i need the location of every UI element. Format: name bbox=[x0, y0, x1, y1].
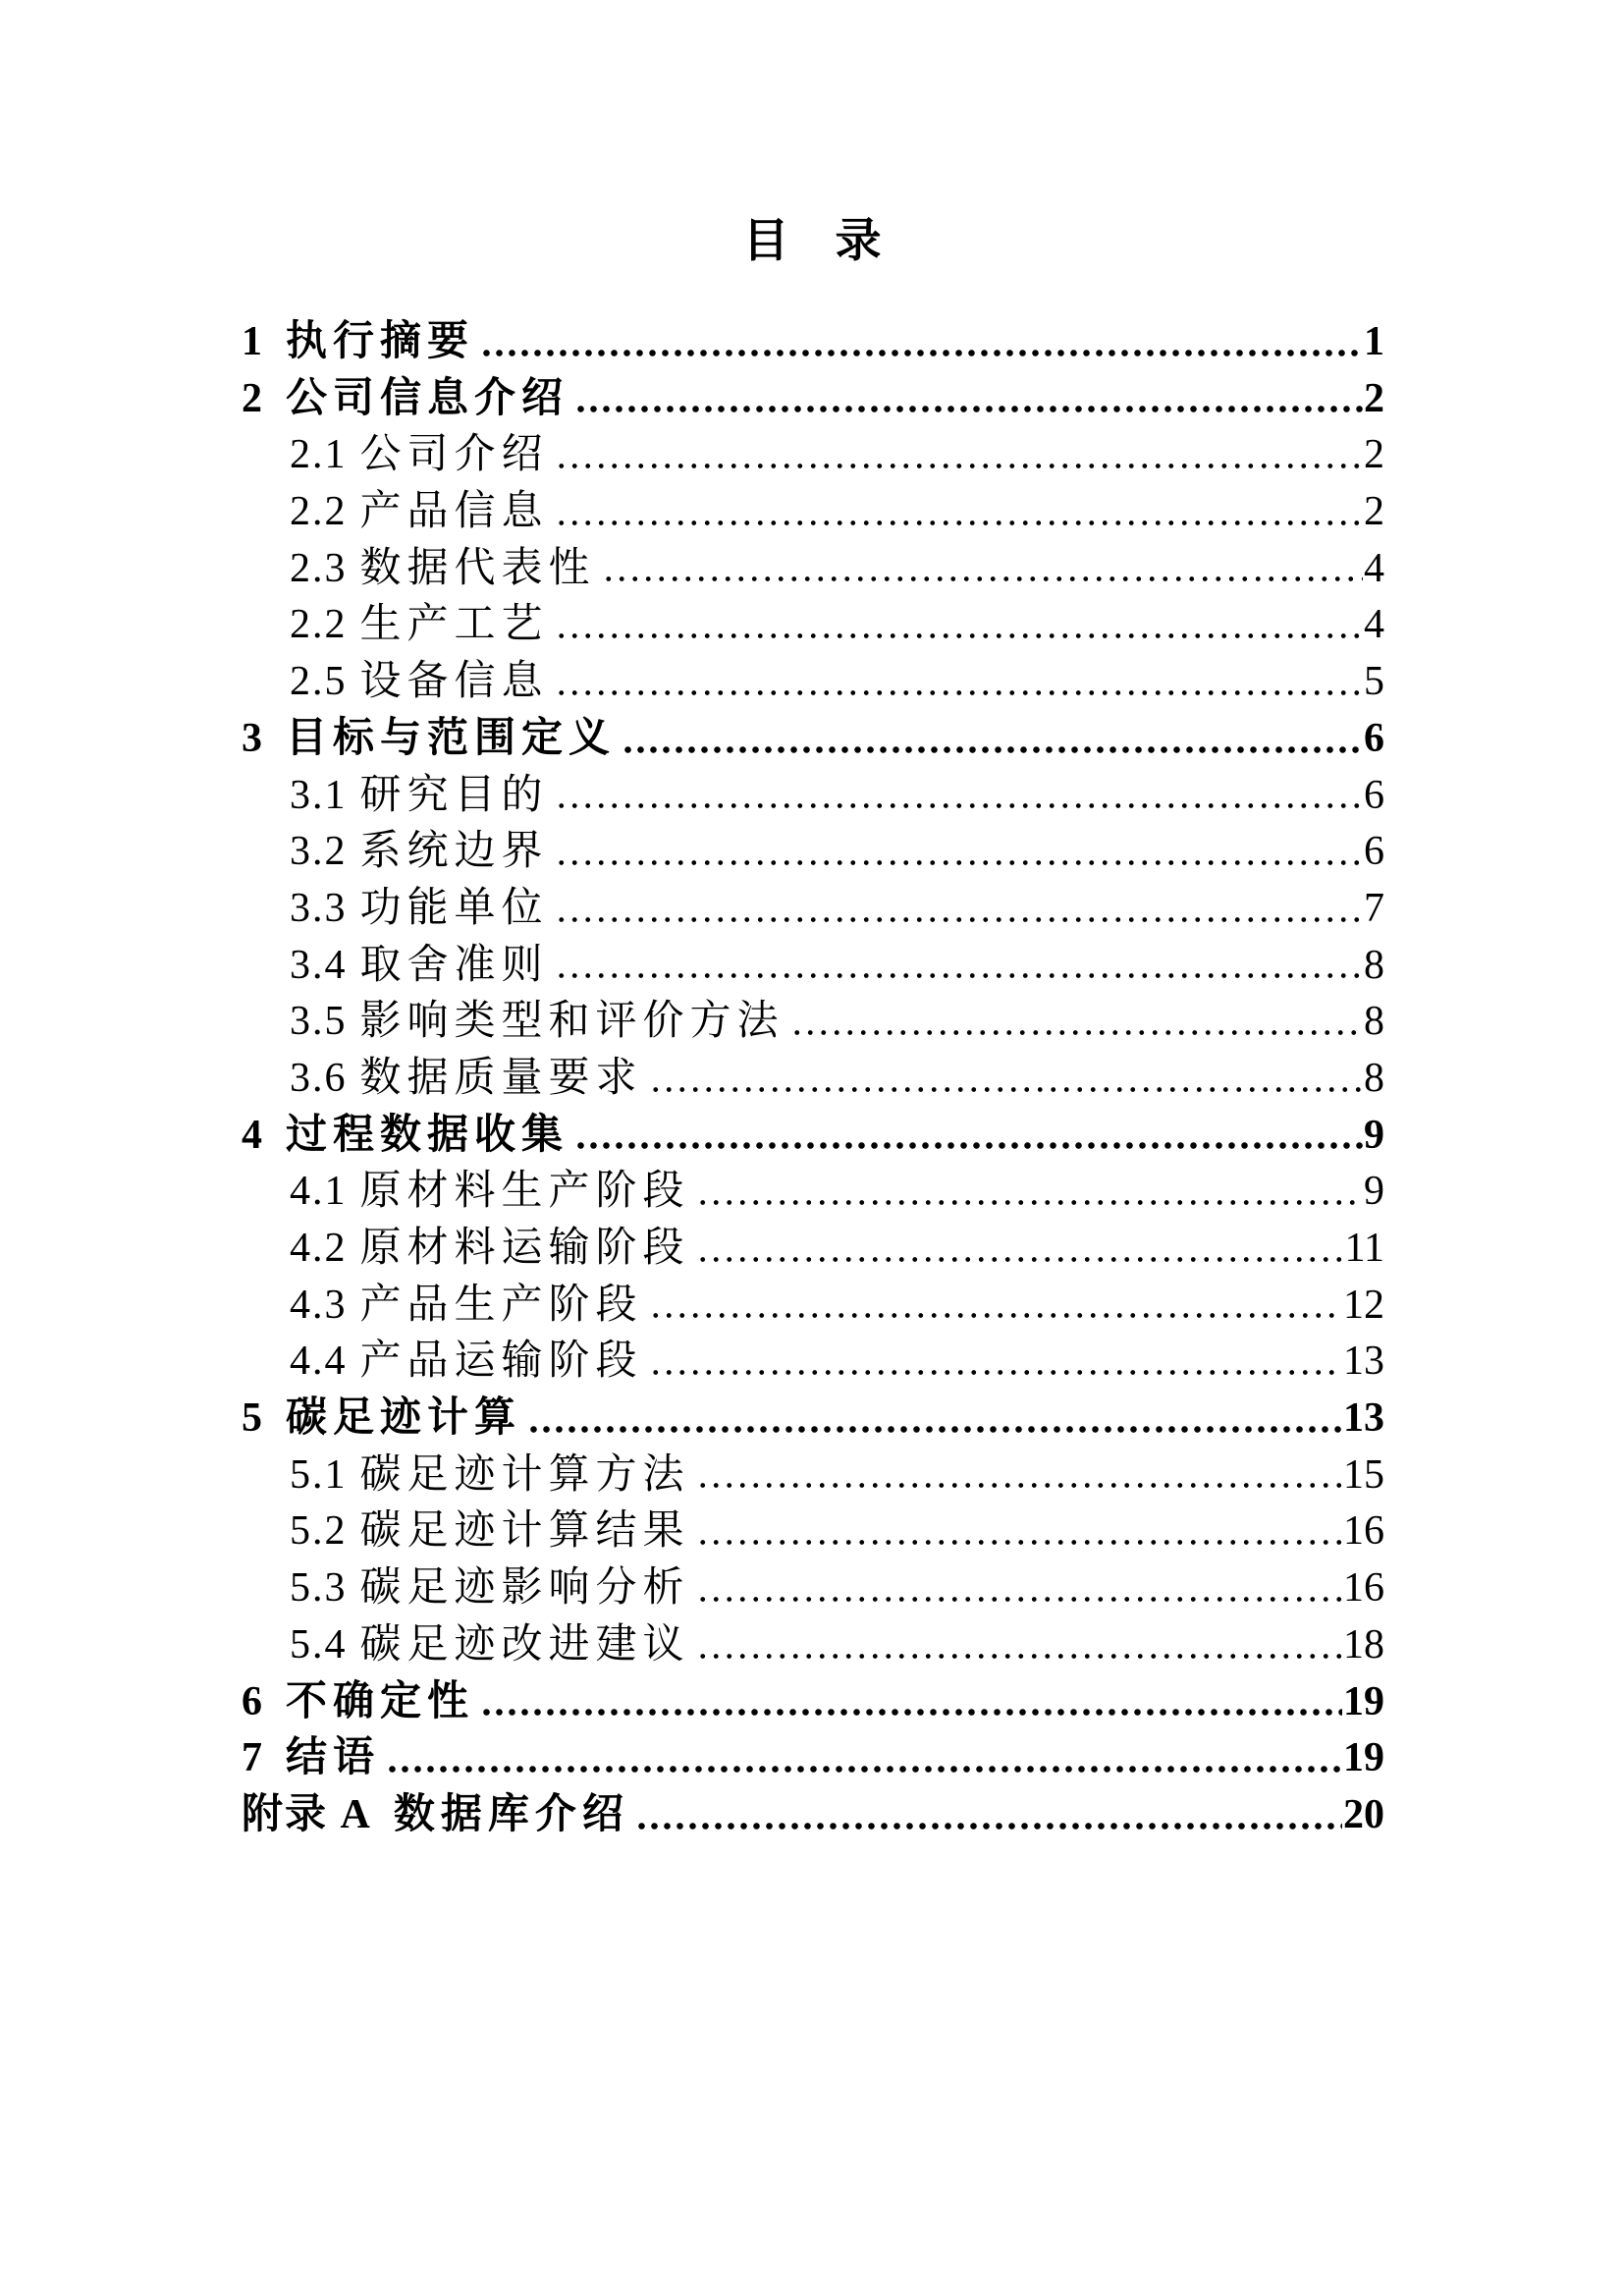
toc-leader-dots bbox=[696, 1560, 1342, 1617]
toc-entry-number: 2.2 bbox=[290, 602, 348, 648]
toc-entry[interactable] bbox=[242, 824, 1384, 881]
toc-leader-dots bbox=[480, 314, 1363, 371]
toc-entry[interactable] bbox=[242, 484, 1384, 541]
toc-entry-page: 12 bbox=[1343, 1282, 1384, 1328]
toc-title: 目 录 bbox=[742, 216, 882, 267]
toc-entry-page: 4 bbox=[1364, 602, 1384, 648]
toc-entry-label: 数据质量要求 bbox=[359, 1055, 643, 1101]
toc-entry-number: 4 bbox=[242, 1112, 264, 1158]
toc-entry-number: 3 bbox=[242, 715, 264, 761]
toc-entry[interactable] bbox=[242, 768, 1384, 825]
toc-leader-dots bbox=[696, 1164, 1363, 1221]
toc-entry-label: 数据库介绍 bbox=[393, 1791, 629, 1837]
toc-entry-page: 7 bbox=[1364, 885, 1384, 931]
toc-entry[interactable] bbox=[242, 427, 1384, 484]
toc-entry[interactable] bbox=[242, 1503, 1384, 1560]
toc-entry-label: 设备信息 bbox=[359, 659, 549, 705]
toc-entry[interactable] bbox=[242, 1674, 1384, 1731]
toc-leader-dots bbox=[696, 1221, 1344, 1278]
toc-leader-dots bbox=[574, 1108, 1363, 1165]
toc-entry-number: 2 bbox=[242, 375, 264, 421]
toc-entry-page: 18 bbox=[1343, 1621, 1384, 1667]
toc-entry-label: 取舍准则 bbox=[359, 942, 549, 988]
toc-entry-label: 目标与范围定义 bbox=[286, 715, 617, 761]
toc-entry[interactable] bbox=[242, 1108, 1384, 1165]
toc-entry-label: 原材料运输阶段 bbox=[359, 1226, 690, 1271]
toc-entry-page: 16 bbox=[1343, 1565, 1384, 1612]
toc-leader-dots bbox=[527, 1391, 1342, 1448]
toc-leader-dots bbox=[555, 654, 1363, 711]
toc-entry[interactable] bbox=[242, 654, 1384, 711]
toc-entry-page: 16 bbox=[1343, 1508, 1384, 1555]
toc-entry-number: 1 bbox=[242, 319, 264, 364]
toc-entry-page: 19 bbox=[1343, 1735, 1384, 1781]
toc-entry-number: 4.4 bbox=[290, 1339, 348, 1385]
toc-entry-page: 1 bbox=[1364, 319, 1384, 364]
toc-entry[interactable] bbox=[242, 541, 1384, 598]
toc-entry[interactable] bbox=[242, 1221, 1384, 1278]
toc-entry-label: 产品信息 bbox=[359, 489, 549, 535]
toc-entry[interactable] bbox=[242, 994, 1384, 1051]
toc-entry[interactable] bbox=[242, 1617, 1384, 1674]
toc-leader-dots bbox=[696, 1503, 1342, 1560]
toc-entry-label: 过程数据收集 bbox=[286, 1112, 569, 1158]
toc-entry-label: 原材料生产阶段 bbox=[359, 1169, 690, 1215]
toc-entry-number: 3.3 bbox=[290, 885, 348, 931]
toc-entry-number: 2.1 bbox=[290, 432, 348, 478]
toc-entry-page: 5 bbox=[1364, 659, 1384, 705]
toc-entry-number: 5.4 bbox=[290, 1621, 348, 1667]
toc-entry-number: 5.1 bbox=[290, 1451, 348, 1498]
toc-entry[interactable] bbox=[242, 1278, 1384, 1335]
toc-entry-label: 碳足迹计算方法 bbox=[359, 1451, 690, 1498]
toc-entry-page: 11 bbox=[1344, 1226, 1384, 1271]
toc-entry-number: 3.1 bbox=[290, 772, 348, 818]
toc-entry-number: 4.1 bbox=[290, 1169, 348, 1215]
toc-entry[interactable] bbox=[242, 1334, 1384, 1391]
toc-leader-dots bbox=[555, 427, 1363, 484]
toc-entry-page: 9 bbox=[1364, 1169, 1384, 1215]
toc-entry[interactable] bbox=[242, 1560, 1384, 1617]
toc-entry-number: 3.4 bbox=[290, 942, 348, 988]
toc-entry[interactable] bbox=[242, 1164, 1384, 1221]
toc-entry-number: 附录 A bbox=[242, 1791, 372, 1837]
toc-leader-dots bbox=[649, 1278, 1342, 1335]
toc-entry[interactable] bbox=[242, 597, 1384, 654]
toc-leader-dots bbox=[622, 711, 1363, 768]
toc-entry-label: 功能单位 bbox=[359, 885, 549, 931]
toc-leader-dots bbox=[649, 1051, 1363, 1108]
toc-entry-number: 2.3 bbox=[290, 545, 348, 591]
toc-leader-dots bbox=[635, 1787, 1342, 1844]
toc-entry-number: 3.2 bbox=[290, 829, 348, 875]
toc-entry-page: 13 bbox=[1343, 1339, 1384, 1385]
toc-entry-number: 5.3 bbox=[290, 1565, 348, 1612]
toc-entry-page: 6 bbox=[1364, 715, 1384, 761]
toc-entry-label: 碳足迹计算结果 bbox=[359, 1508, 690, 1555]
toc-entry-number: 2.2 bbox=[290, 489, 348, 535]
toc-leader-dots bbox=[790, 994, 1363, 1051]
toc-entry-number: 6 bbox=[242, 1678, 264, 1724]
toc-leader-dots bbox=[480, 1674, 1342, 1731]
toc-entry-page: 4 bbox=[1364, 545, 1384, 591]
toc-leader-dots bbox=[696, 1448, 1342, 1504]
toc-entry-number: 7 bbox=[242, 1735, 264, 1781]
toc-entry[interactable] bbox=[242, 1051, 1384, 1108]
toc-entry-page: 2 bbox=[1364, 489, 1384, 535]
toc-entry-label: 生产工艺 bbox=[359, 602, 549, 648]
toc-entry-label: 执行摘要 bbox=[286, 319, 475, 364]
toc-entry[interactable] bbox=[242, 1391, 1384, 1448]
toc-entry[interactable] bbox=[242, 1448, 1384, 1504]
toc-entry-label: 产品运输阶段 bbox=[359, 1339, 643, 1385]
toc-entry-label: 碳足迹影响分析 bbox=[359, 1565, 690, 1612]
toc-entry-page: 20 bbox=[1343, 1791, 1384, 1837]
toc-leader-dots bbox=[386, 1730, 1342, 1787]
toc-entry-label: 影响类型和评价方法 bbox=[359, 999, 785, 1045]
toc-leader-dots bbox=[555, 881, 1363, 938]
toc-entry-number: 4.2 bbox=[290, 1226, 348, 1271]
toc-entry[interactable] bbox=[242, 881, 1384, 938]
toc-entry-page: 6 bbox=[1364, 772, 1384, 818]
toc-leader-dots bbox=[555, 768, 1363, 825]
toc-entry-page: 8 bbox=[1364, 999, 1384, 1045]
toc-entry-number: 5.2 bbox=[290, 1508, 348, 1555]
toc-list bbox=[242, 314, 1384, 1844]
toc-leader-dots bbox=[574, 371, 1363, 428]
toc-entry[interactable] bbox=[242, 711, 1384, 768]
toc-entry-label: 碳足迹改进建议 bbox=[359, 1621, 690, 1667]
toc-entry-page: 19 bbox=[1343, 1678, 1384, 1724]
toc-entry-page: 2 bbox=[1364, 375, 1384, 421]
toc-entry-label: 碳足迹计算 bbox=[286, 1395, 522, 1442]
toc-leader-dots bbox=[555, 824, 1363, 881]
toc-entry-number: 3.5 bbox=[290, 999, 348, 1045]
toc-entry-page: 6 bbox=[1364, 829, 1384, 875]
toc-entry-label: 研究目的 bbox=[359, 772, 549, 818]
toc-entry-label: 产品生产阶段 bbox=[359, 1282, 643, 1328]
toc-entry-number: 3.6 bbox=[290, 1055, 348, 1101]
toc-entry-label: 结语 bbox=[286, 1735, 381, 1781]
toc-entry-page: 13 bbox=[1343, 1395, 1384, 1442]
toc-leader-dots bbox=[649, 1334, 1342, 1391]
toc-leader-dots bbox=[555, 938, 1363, 995]
toc-entry-number: 2.5 bbox=[290, 659, 348, 705]
toc-leader-dots bbox=[555, 484, 1363, 541]
toc-entry-label: 公司介绍 bbox=[359, 432, 549, 478]
toc-entry-label: 系统边界 bbox=[359, 829, 549, 875]
toc-entry-page: 9 bbox=[1364, 1112, 1384, 1158]
toc-entry[interactable] bbox=[242, 938, 1384, 995]
toc-leader-dots bbox=[555, 597, 1363, 654]
toc-entry[interactable] bbox=[242, 1730, 1384, 1787]
toc-leader-dots bbox=[696, 1617, 1342, 1674]
toc-entry-page: 2 bbox=[1364, 432, 1384, 478]
toc-entry-page: 15 bbox=[1343, 1451, 1384, 1498]
toc-entry-label: 公司信息介绍 bbox=[286, 375, 569, 421]
toc-entry-number: 5 bbox=[242, 1395, 264, 1442]
toc-entry[interactable] bbox=[242, 314, 1384, 371]
toc-entry-label: 不确定性 bbox=[286, 1678, 475, 1724]
toc-entry-label: 数据代表性 bbox=[359, 545, 596, 591]
toc-entry-page: 8 bbox=[1364, 1055, 1384, 1101]
toc-entry-page: 8 bbox=[1364, 942, 1384, 988]
toc-entry-number: 4.3 bbox=[290, 1282, 348, 1328]
toc-entry[interactable] bbox=[242, 1787, 1384, 1844]
toc-leader-dots bbox=[602, 541, 1363, 598]
toc-entry[interactable] bbox=[242, 371, 1384, 428]
